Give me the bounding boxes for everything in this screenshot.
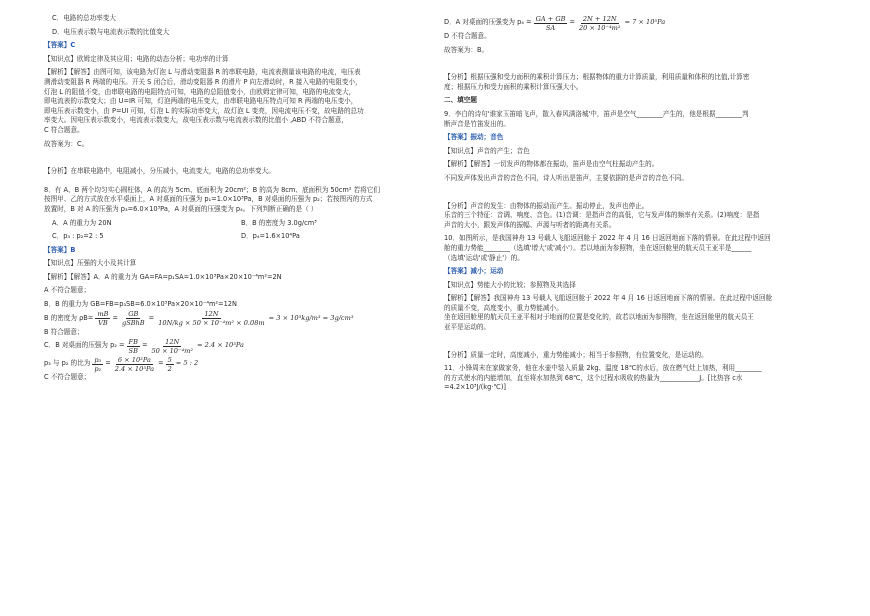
explanation-q10-2: 的质量不变，高度变小，重力势能减小。 [444, 303, 563, 312]
ratio-formula: p₃ 与 p₂ 的比为 $\frac{\text{p₃}}{\text{p₂}}$ = $\frac{\text{6 × 10³Pa}}{\text{2.4 × 10³Pa}}$ = $\frac{5}{2}$ = 5 : 2 [44, 355, 199, 373]
answer-q10: 【答案】减小；运动 [444, 267, 504, 276]
answer-q7: 【答案】C [44, 41, 76, 50]
b-ok-q8: B 符合题意； [44, 327, 84, 336]
analysis-q8-2: 度；根据压力和受力面积的乘积计算压强大小。 [444, 82, 583, 91]
section-heading: 二、填空题 [444, 96, 477, 105]
knowledge-q8: 【知识点】压强的大小及其计算 [44, 259, 137, 268]
question-11-2: 的方式使水的内能增加，直至将水加热到 68℃，这个过程水吸收的热量为____________J。[比热容 c水 [444, 373, 743, 382]
explanation-q7-5: 即电压表示数变小，由 P=UI 可知，灯泡 L 的实际功率变大，故灯泡 L 变亮，因电流电压不变，故电路的总功 [44, 106, 364, 115]
explanation-q9b: 不同发声体发出声音的音色不同，诗人听出是笛声，主要依据的是声音的音色不同。 [444, 173, 688, 182]
analysis-q7: 【分析】在串联电路中，电阻减小，分压减小，电流变大，电路的总功率变大。 [44, 167, 275, 176]
not-c-q8: C 不符合题意； [44, 373, 91, 382]
knowledge-q7: 【知识点】欧姆定律及其应用；电路的动态分析；电功率的计算 [44, 54, 229, 63]
density-formula: B 的密度为 ρB= $\frac{mB}{VB}$ = $\frac{GB}{\text{gSBhB}}$ = $\frac{12N}{\text{10N/kg × 50 × 10⁻⁴m² × 0.08m}}$ = 3 × 10³kg/m³ = 3g/cm³ [44, 310, 354, 328]
explanation-q7-4: 即电流表的示数变大；由 U=IR 可知，灯泡两端的电压变大，由串联电路电压特点可知 R 两端的电压变小， [44, 97, 358, 106]
explanation-q7-2: 测滑动变阻器 R 两端的电压。开关 S 闭合后，滑动变阻器 R 的滑片 P 向左滑动时，R 接入电路的电阻变小， [44, 77, 362, 86]
analysis-q9-2: 乐音的三个特征：音调、响度、音色。(1)音调：是指声音的高低，它与发声体的频率有关系。(2)响度：是指 [444, 211, 760, 220]
options-q8-row1 [44, 219, 430, 229]
pressure-b-formula: C．B 对桌面的压强为 p₂ = $\frac{FB}{SB}$ = $\frac{12N}{\text{50 × 10⁻⁴m²}}$ = 2.4 × 10³Pa [44, 337, 244, 355]
knowledge-q10: 【知识点】势能大小的比较；参照物及其选择 [444, 280, 576, 289]
explanation-q8-b: B．B 的重力为 GB=FB=p₃SB=6.0×10³Pa×20×10⁻⁴m²=12N [44, 300, 237, 309]
question-10-1: 10．如图所示，是我国神舟 13 号载人飞船返回舱于 2022 年 4 月 16 日返回地面下落的情景。在此过程中返回 [444, 234, 771, 243]
explanation-q10-3: 坐在返回舱里的航天员王亚平相对于地面的位置是变化的，故若以地面为参照物，坐在返回舱里的航天员王 [444, 313, 754, 322]
option-c-q7: C．电路的总功率变大 [52, 14, 116, 22]
option-d-q7: D．电压表示数与电流表示数的比值变大 [52, 27, 170, 36]
conclusion-q7: 故答案为：C。 [44, 139, 89, 148]
analysis-q8-1: 【分析】根据压强和受力面积的乘积计算压力；根据物体的重力计算质量，利用质量和体积的比值,计算密 [444, 73, 750, 82]
explanation-q10-1: 【解析】【解答】我国神舟 13 号载人飞船返回舱于 2022 年 4 月 16 日返回地面下落的情景。在此过程中返回舱 [444, 294, 773, 303]
question-11-3: =4.2×10³J/(kg·℃)] [444, 383, 506, 392]
question-11-1: 11．小锋周末在家做家务，他在水壶中装入质量 2kg、温度 18℃的水后，放在燃气灶上加热，利用________ [444, 364, 762, 373]
question-10-2: 舱的重力势能________（选填'增大'或'减小'）。若以地面为参照物，坐在返回舱里的航天员王亚平是______ [444, 243, 752, 252]
explanation-q7-3: 灯泡 L 的阻值不变，由串联电路的电阻特点可知，电路的总阻值变小，由欧姆定律可知，电路的电流变大， [44, 87, 356, 96]
not-d-q8: D 不符合题意。 [444, 32, 491, 40]
left-column [44, 14, 430, 383]
explanation-q10-4: 亚平是运动的。 [444, 323, 491, 332]
pressure-a-formula: D．A 对桌面的压强变为 p₄ = $\frac{GA + GB}{SA}$ = $\frac{2N + 12N}{\text{20 × 10⁻⁴m²}}$ = 7 × 10³Pa [444, 14, 666, 32]
option-a-q8: A．A 的重力为 20N [52, 218, 112, 227]
answer-q9: 【答案】振动；音色 [444, 133, 504, 142]
question-8-3: 放置时，B 对 A 的压强为 p₃=6.0×10³Pa，A 对桌面的压强变为 p₄。下列判断正确的是（ ） [44, 204, 318, 213]
analysis-q10: 【分析】质量一定时，高度减小，重力势能减小；相当于参照物，有位置变化，是运动的。 [444, 350, 708, 359]
option-c-q8: C．p₃ : p₂=2 : 5 [52, 232, 104, 241]
conclusion-q8: 故答案为：B。 [444, 45, 489, 54]
explanation-q9: 【解析】【解答】一切发声的物体都在振动，笛声是由空气柱振动产生的。 [444, 160, 659, 169]
question-8-2: 按图甲、乙的方式放在水平桌面上，A 对桌面的压强为 p₁=1.0×10³Pa，B 对桌面的压强为 p₂；若按图丙的方式 [44, 195, 373, 204]
options-q8-row2 [44, 232, 430, 242]
explanation-q7-7: C 符合题意。 [44, 125, 84, 134]
explanation-q7-6: 率变大。因电压表示数变小，电流表示数变大，故电压表示数与电流表示数的比值小 ,ABD 不符合题意， [44, 116, 348, 125]
question-8-1: 8．有 A、B 两个均匀实心圆柱体，A 的高为 5cm、底面积为 20cm²；B 的高为 8cm、底面积为 50cm² 若将它们 [44, 185, 380, 194]
analysis-q9-3: 声音的大小，跟发声体的振幅、声源与听者的距离有关系。 [444, 220, 616, 229]
analysis-q9-1: 【分析】声音的发生：由物体的振动而产生。振动停止，发声也停止。 [444, 201, 649, 210]
question-9-2: 断声音是竹笛发出的。 [444, 119, 510, 128]
option-d-q8: D．p₄=1.6×10⁴Pa [241, 232, 300, 241]
answer-q8: 【答案】B [44, 245, 76, 254]
right-column [444, 14, 836, 393]
option-b-q8: B．B 的密度为 3.0g/cm³ [241, 218, 317, 227]
not-a-q8: A 不符合题意； [44, 286, 91, 295]
question-9-1: 9．李白的诗句'谁家玉笛暗飞声，散入春风满洛城'中，笛声是空气________产生的，他是根据________判 [444, 109, 749, 118]
question-10-3: （选填'运动'或'静止'）的。 [444, 253, 524, 262]
explanation-q8-a: 【解析】【解答】A．A 的重力为 GA=FA=p₁SA=1.0×10³Pa×20×10⁻⁴m²=2N [44, 272, 282, 281]
explanation-q7-1: 【解析】【解答】由图可知，该电路为灯泡 L 与滑动变阻器 R 的串联电路，电流表测量该电路的电流，电压表 [44, 68, 361, 77]
knowledge-q9: 【知识点】声音的产生；音色 [444, 146, 530, 155]
